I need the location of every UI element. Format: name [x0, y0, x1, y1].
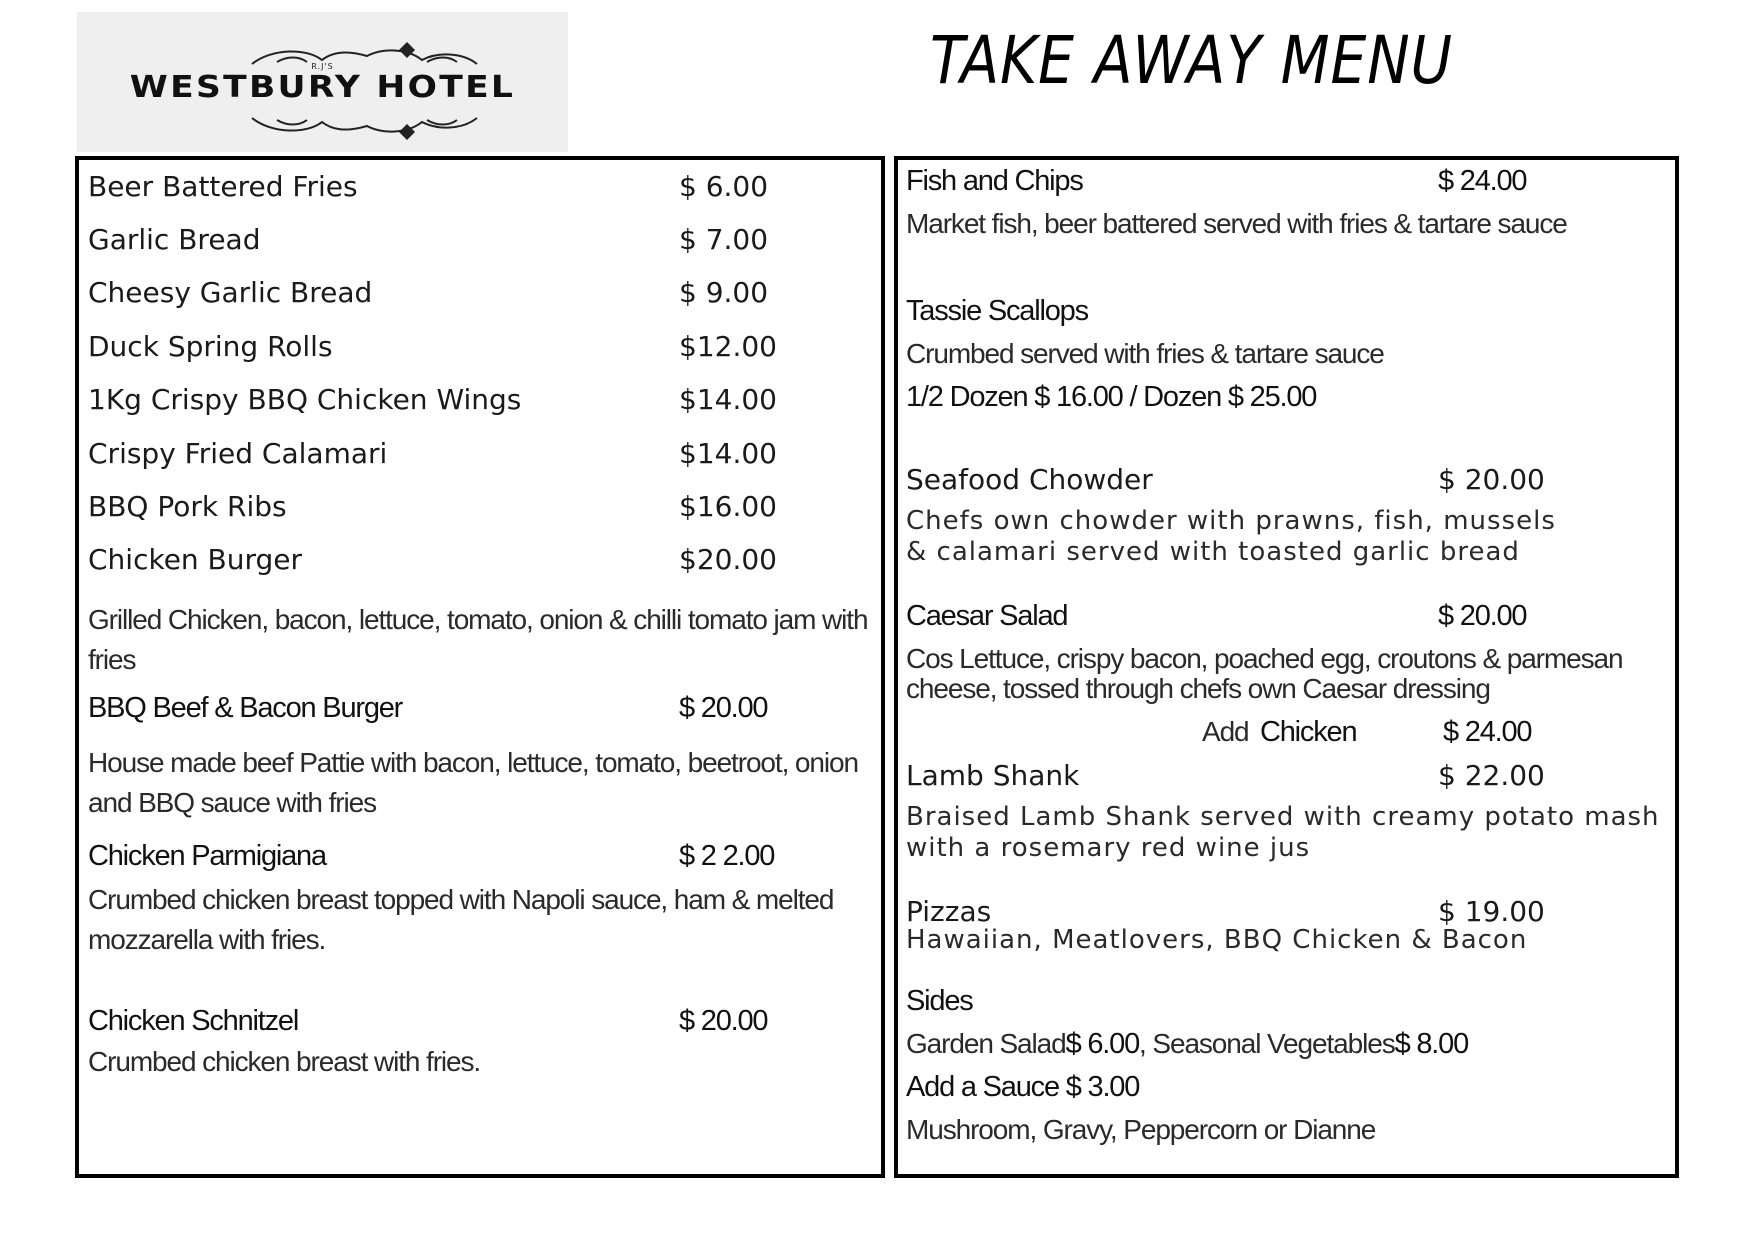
chowder-name: Seafood Chowder: [906, 463, 1153, 496]
pizzas-price: $ 19.00: [1438, 895, 1545, 928]
item-name: 1Kg Crispy BBQ Chicken Wings: [88, 383, 522, 416]
seasonal-vegetables-price: $ 8.00: [1394, 1028, 1469, 1060]
item-price: $ 7.00: [679, 223, 769, 256]
item-name: Crispy Fried Calamari: [88, 437, 388, 470]
fish-description: Market fish, beer battered served with fries & tartare sauce: [906, 208, 1567, 239]
caesar-add-label: Add: [1202, 716, 1249, 747]
pizzas-name: Pizzas: [906, 895, 992, 928]
item-price: $ 6.00: [679, 170, 769, 203]
fish-name: Fish and Chips: [906, 165, 1083, 197]
item-name: Chicken Burger: [88, 543, 303, 576]
item-price: $20.00: [679, 543, 777, 576]
add-sauce: Add a Sauce $ 3.00: [906, 1071, 1140, 1103]
item-price: $12.00: [679, 330, 777, 363]
logo-hotel-name: WESTBURY HOTEL: [129, 70, 516, 105]
lamb-description-line2: with a rosemary red wine jus: [906, 833, 1311, 863]
caesar-description-line2: cheese, tossed through chefs own Caesar dressing: [906, 673, 1490, 704]
chicken-burger-description: Grilled Chicken, bacon, lettuce, tomato, onion & chilli tomato jam with fries: [88, 604, 868, 675]
lamb-price: $ 22.00: [1438, 759, 1545, 792]
lamb-name: Lamb Shank: [906, 759, 1080, 792]
menu-title: TAKE AWAY MENU: [930, 22, 1453, 99]
item-price: $16.00: [679, 490, 777, 523]
beef-burger-price: $ 20.00: [679, 692, 768, 724]
beef-burger-description: House made beef Pattie with bacon, lettuce, tomato, beetroot, onion and BBQ sauce with fries: [88, 747, 858, 818]
beef-burger-name: BBQ Beef & Bacon Burger: [88, 692, 403, 724]
scallops-description: Crumbed served with fries & tartare sauce: [906, 338, 1384, 369]
parmigiana-name: Chicken Parmigiana: [88, 840, 326, 872]
item-name: Garlic Bread: [88, 223, 261, 256]
lamb-description-line1: Braised Lamb Shank served with creamy potato mash: [906, 802, 1660, 832]
left-menu-panel: [75, 156, 885, 1178]
garden-salad-price: $ 6.00: [1065, 1028, 1140, 1060]
sauce-options: Mushroom, Gravy, Peppercorn or Dianne: [906, 1114, 1376, 1145]
caesar-name: Caesar Salad: [906, 600, 1068, 632]
item-price: $14.00: [679, 437, 777, 470]
garden-salad-label: Garden Salad: [906, 1028, 1066, 1059]
chowder-description-line1: Chefs own chowder with prawns, fish, mussels: [906, 506, 1556, 536]
caesar-add-price: $ 24.00: [1443, 716, 1532, 748]
item-name: BBQ Pork Ribs: [88, 490, 287, 523]
item-name: Cheesy Garlic Bread: [88, 276, 373, 309]
chowder-description-line2: & calamari served with toasted garlic bread: [906, 537, 1520, 567]
item-price: $ 9.00: [679, 276, 769, 309]
item-name: Duck Spring Rolls: [88, 330, 333, 363]
scallops-prices: 1/2 Dozen $ 16.00 / Dozen $ 25.00: [906, 381, 1317, 413]
logo-small-text: R.J'S: [311, 62, 334, 71]
scallops-name: Tassie Scallops: [906, 295, 1088, 327]
parmigiana-price: $ 2 2.00: [679, 840, 775, 872]
fish-price: $ 24.00: [1438, 165, 1527, 197]
caesar-add-item: Chicken: [1260, 716, 1357, 748]
schnitzel-price: $ 20.00: [679, 1005, 768, 1037]
chowder-price: $ 20.00: [1438, 463, 1545, 496]
seasonal-vegetables-label: , Seasonal Vegetables: [1139, 1028, 1395, 1059]
item-price: $14.00: [679, 383, 777, 416]
item-name: Beer Battered Fries: [88, 170, 358, 203]
sides-row: [906, 1028, 1468, 1061]
parmigiana-description: Crumbed chicken breast topped with Napoli sauce, ham & melted mozzarella with fries.: [88, 884, 834, 955]
sides-name: Sides: [906, 985, 973, 1017]
hotel-logo: [77, 12, 568, 152]
right-menu-panel: [894, 156, 1679, 1178]
caesar-price: $ 20.00: [1438, 600, 1527, 632]
schnitzel-name: Chicken Schnitzel: [88, 1005, 299, 1037]
schnitzel-description: Crumbed chicken breast with fries.: [88, 1046, 481, 1077]
pizzas-description: Hawaiian, Meatlovers, BBQ Chicken & Bacon: [906, 925, 1528, 955]
caesar-description-line1: Cos Lettuce, crispy bacon, poached egg, croutons & parmesan: [906, 643, 1623, 674]
